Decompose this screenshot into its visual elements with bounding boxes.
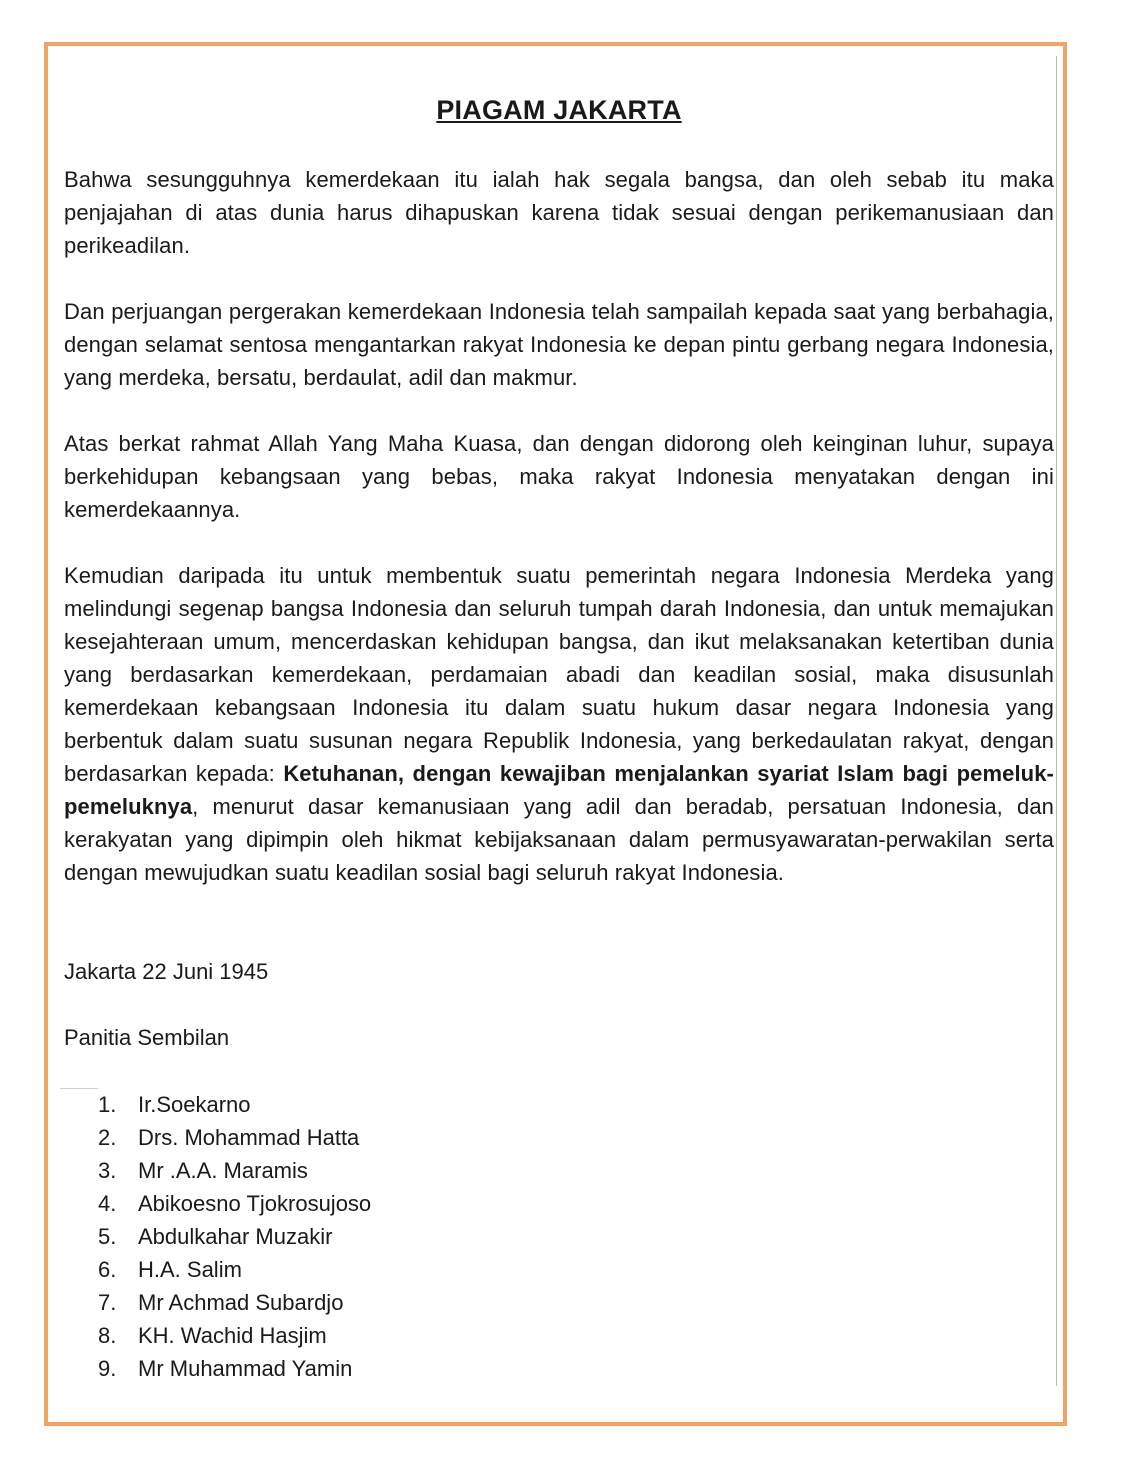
paragraph-3: Atas berkat rahmat Allah Yang Maha Kuasa, dan dengan didorong oleh keinginan luhur, supaya berkehidupan kebangsaan yang bebas, maka rakyat Indonesia menyatakan dengan ini kemerdekaannya.	[64, 431, 1054, 522]
list-item	[98, 1220, 371, 1253]
list-number: 5.	[98, 1224, 117, 1249]
list-item	[98, 1088, 371, 1121]
list-item	[98, 1121, 371, 1154]
member-name: Abikoesno Tjokrosujoso	[138, 1191, 372, 1216]
paragraph-4-text: Kemudian daripada itu untuk membentuk suatu pemerintah negara Indonesia Merdeka yang melindungi segenap bangsa Indonesia dan seluruh tumpah darah Indonesia, dan untuk memajukan kesejahteraan umum, mencerdaskan kehidupan bangsa, dan ikut melaksanakan ketertiban dunia yang berdasarkan kemerdekaan, perdamaian abadi dan keadilan sosial, maka disusunlah kemerdekaan kebangsaan Indonesia itu dalam suatu hukum dasar negara Indonesia yang berbentuk dalam suatu susunan negara Republik Indonesia, yang berkedaulatan rakyat, dengan berdasarkan kepada:	[64, 563, 1054, 786]
paragraph-4	[64, 559, 1054, 889]
list-item	[98, 1253, 371, 1286]
list-number: 2.	[98, 1125, 117, 1150]
list-item	[98, 1319, 371, 1352]
member-name: Mr .A.A. Maramis	[138, 1158, 308, 1183]
place-date: Jakarta 22 Juni 1945	[64, 959, 269, 984]
member-name: KH. Wachid Hasjim	[138, 1323, 327, 1348]
list-item	[98, 1154, 371, 1187]
list-indent-rule	[60, 1088, 98, 1089]
member-name: Mr Muhammad Yamin	[138, 1356, 353, 1381]
member-list	[98, 1088, 371, 1385]
list-number: 6.	[98, 1257, 117, 1282]
paragraph-1: Bahwa sesungguhnya kemerdekaan itu ialah hak segala bangsa, dan oleh sebab itu maka penjajahan di atas dunia harus dihapuskan karena tidak sesuai dengan perikemanusiaan dan perikeadilan.	[64, 167, 1054, 258]
list-number: 7.	[98, 1290, 117, 1315]
member-name: Mr Achmad Subardjo	[138, 1290, 344, 1315]
member-name: Ir.Soekarno	[138, 1092, 251, 1117]
list-item	[98, 1286, 371, 1319]
document-title: PIAGAM JAKARTA	[436, 95, 682, 125]
list-number: 9.	[98, 1356, 117, 1381]
list-number: 1.	[98, 1092, 117, 1117]
list-item	[98, 1352, 371, 1385]
list-number: 4.	[98, 1191, 117, 1216]
list-number: 3.	[98, 1158, 117, 1183]
committee-name: Panitia Sembilan	[64, 1025, 230, 1050]
member-name: Abdulkahar Muzakir	[138, 1224, 333, 1249]
paragraph-4-bold: Ketuhanan, dengan kewajiban menjalankan syariat Islam bagi pemeluk-pemeluknya	[64, 761, 1054, 819]
list-item	[98, 1187, 371, 1220]
paragraph-4-text-end: , menurut dasar kemanusiaan yang adil dan beradab, persatuan Indonesia, dan kerakyatan yang dipimpin oleh hikmat kebijaksanaan dalam permusyawaratan-perwakilan serta dengan mewujudkan suatu keadilan sosial bagi seluruh rakyat Indonesia.	[64, 794, 1054, 885]
list-number: 8.	[98, 1323, 117, 1348]
member-name: Drs. Mohammad Hatta	[138, 1125, 360, 1150]
paragraph-2: Dan perjuangan pergerakan kemerdekaan Indonesia telah sampailah kepada saat yang berbahagia, dengan selamat sentosa mengantarkan rakyat Indonesia ke depan pintu gerbang negara Indonesia, yang merdeka, bersatu, berdaulat, adil dan makmur.	[64, 299, 1054, 390]
member-name: H.A. Salim	[138, 1257, 242, 1282]
right-margin-rule	[1056, 56, 1057, 1386]
